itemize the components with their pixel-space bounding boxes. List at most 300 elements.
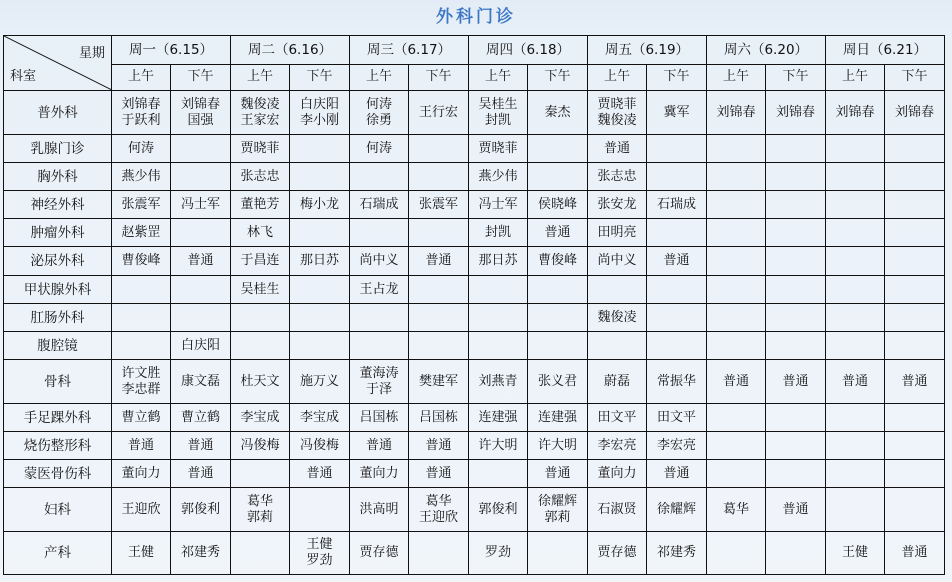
schedule-cell [231, 191, 290, 219]
schedule-cell [528, 460, 588, 488]
schedule-cell [766, 219, 826, 247]
schedule-cell [409, 163, 469, 191]
doctor-name: 魏俊凌 [597, 112, 637, 128]
doctor-name: 曹俊峰 [121, 253, 161, 268]
schedule-cell [588, 247, 647, 276]
doctor-name: 刘锦春 [121, 96, 161, 112]
doctor-name: 常振华 [656, 373, 696, 389]
schedule-cell [231, 360, 290, 404]
schedule-cell [826, 360, 885, 404]
schedule-cell [528, 488, 588, 532]
schedule-cell [171, 332, 231, 360]
schedule-cell [647, 247, 707, 276]
schedule-cell [350, 135, 409, 163]
schedule-cell [409, 219, 469, 247]
schedule-cell [112, 332, 171, 360]
doctor-name: 普通 [782, 373, 809, 389]
schedule-cell [766, 404, 826, 432]
doctor-name: 张震军 [121, 196, 161, 212]
schedule-cell [588, 460, 647, 488]
doctor-name: 连建强 [537, 409, 577, 425]
schedule-cell [290, 219, 350, 247]
schedule-cell [647, 432, 707, 460]
schedule-cell [409, 332, 469, 360]
doctor-name: 冯士军 [478, 196, 518, 212]
schedule-cell [171, 532, 231, 575]
table-row [4, 404, 945, 432]
doctor-name: 许大明 [478, 437, 518, 453]
table-row [4, 219, 945, 247]
doctor-name: 燕少伟 [478, 168, 518, 184]
doctor-name: 田文平 [597, 409, 637, 425]
schedule-cell [647, 135, 707, 163]
schedule-cell [112, 219, 171, 247]
doctor-name: 田文平 [656, 409, 696, 425]
table-row [4, 360, 945, 404]
doctor-name: 吴桂生 [478, 96, 518, 112]
doctor-name: 张义君 [537, 373, 577, 389]
schedule-cell [231, 404, 290, 432]
schedule-cell [469, 135, 528, 163]
schedule-cell [409, 460, 469, 488]
doctor-name: 尚中义 [597, 253, 637, 268]
schedule-cell [707, 460, 766, 488]
schedule-cell [231, 276, 290, 304]
doctor-name: 石瑞成 [656, 196, 696, 212]
schedule-cell [707, 276, 766, 304]
schedule-cell [171, 163, 231, 191]
schedule-cell [350, 276, 409, 304]
schedule-cell [290, 532, 350, 575]
table-row [4, 432, 945, 460]
schedule-cell [707, 135, 766, 163]
schedule-body [4, 91, 945, 575]
doctor-name: 刘燕青 [478, 373, 518, 389]
department-cell: 烧伤整形科 [4, 432, 112, 460]
doctor-name: 刘锦春 [180, 96, 220, 112]
doctor-name: 刘锦春 [894, 104, 934, 120]
schedule-cell [766, 432, 826, 460]
slot-header-pm: 下午 [409, 64, 469, 90]
schedule-cell [469, 432, 528, 460]
schedule-cell [112, 276, 171, 304]
doctor-name: 普通 [603, 140, 630, 156]
schedule-cell [528, 304, 588, 332]
schedule-cell [171, 304, 231, 332]
schedule-cell [826, 191, 885, 219]
doctor-name: 吕国栋 [418, 409, 458, 425]
schedule-cell [588, 135, 647, 163]
schedule-cell [647, 276, 707, 304]
schedule-cell [647, 332, 707, 360]
department-cell: 神经外科 [4, 191, 112, 219]
table-row [4, 247, 945, 276]
department-cell: 手足踝外科 [4, 404, 112, 432]
schedule-cell [409, 432, 469, 460]
schedule-cell [290, 304, 350, 332]
doctor-name: 何涛 [127, 140, 154, 156]
doctor-name: 王家宏 [240, 112, 280, 128]
schedule-cell [766, 91, 826, 135]
department-cell: 产科 [4, 532, 112, 575]
schedule-cell [171, 191, 231, 219]
doctor-name: 普通 [187, 253, 214, 268]
schedule-cell [290, 460, 350, 488]
schedule-cell [469, 360, 528, 404]
doctor-name: 王迎欣 [418, 509, 458, 525]
schedule-cell [647, 304, 707, 332]
schedule-cell [826, 488, 885, 532]
schedule-cell [112, 91, 171, 135]
doctor-name: 普通 [187, 465, 214, 481]
doctor-name: 王健 [306, 537, 333, 552]
schedule-cell [350, 219, 409, 247]
schedule-cell [409, 404, 469, 432]
doctor-name: 曹立鹤 [180, 409, 220, 425]
schedule-cell [290, 432, 350, 460]
doctor-name: 那日苏 [299, 253, 339, 268]
schedule-cell [647, 191, 707, 219]
slot-header-pm: 下午 [766, 64, 826, 90]
schedule-cell [409, 91, 469, 135]
department-cell: 妇科 [4, 488, 112, 532]
schedule-cell [707, 163, 766, 191]
schedule-cell [469, 532, 528, 575]
schedule-cell [826, 460, 885, 488]
schedule-cell [528, 276, 588, 304]
department-axis-label: 科室 [10, 69, 37, 84]
schedule-cell [171, 247, 231, 276]
doctor-name: 贾存德 [359, 545, 399, 560]
doctor-name: 贾晓菲 [478, 140, 518, 156]
schedule-cell [885, 404, 945, 432]
schedule-cell [885, 360, 945, 404]
doctor-name: 葛华 [246, 493, 273, 509]
schedule-cell [707, 191, 766, 219]
doctor-name: 魏俊凌 [240, 96, 280, 112]
schedule-cell [469, 91, 528, 135]
schedule-cell [350, 360, 409, 404]
doctor-name: 魏俊凌 [597, 309, 637, 325]
doctor-name: 普通 [901, 545, 928, 560]
doctor-name: 普通 [544, 465, 571, 481]
day-header: 周二（6.16） [231, 36, 350, 65]
day-header: 周一（6.15） [112, 36, 231, 65]
schedule-cell [409, 191, 469, 219]
schedule-cell [707, 432, 766, 460]
schedule-cell [350, 404, 409, 432]
schedule-cell [171, 360, 231, 404]
schedule-cell [171, 219, 231, 247]
doctor-name: 张志忠 [240, 168, 280, 184]
schedule-cell [231, 532, 290, 575]
doctor-name: 郭莉 [544, 509, 571, 525]
slot-header-row [4, 64, 945, 90]
department-cell: 蒙医骨伤科 [4, 460, 112, 488]
schedule-cell [766, 191, 826, 219]
doctor-name: 郭莉 [246, 509, 273, 525]
schedule-cell [112, 404, 171, 432]
schedule-cell [528, 219, 588, 247]
schedule-cell [528, 432, 588, 460]
doctor-name: 王占龙 [359, 281, 399, 297]
table-row [4, 276, 945, 304]
schedule-cell [231, 304, 290, 332]
doctor-name: 白庆阳 [180, 337, 220, 353]
schedule-cell [231, 332, 290, 360]
doctor-name: 董海涛 [359, 365, 399, 381]
schedule-cell [409, 304, 469, 332]
schedule-cell [588, 488, 647, 532]
schedule-cell [766, 360, 826, 404]
doctor-name: 葛华 [722, 501, 749, 517]
schedule-cell [112, 432, 171, 460]
table-row [4, 191, 945, 219]
schedule-cell [826, 532, 885, 575]
doctor-name: 普通 [425, 253, 452, 268]
doctor-name: 侯晓峰 [537, 196, 577, 212]
schedule-cell [826, 432, 885, 460]
schedule-cell [647, 404, 707, 432]
schedule-cell [469, 163, 528, 191]
schedule-cell [588, 332, 647, 360]
schedule-cell [528, 135, 588, 163]
department-cell: 胸外科 [4, 163, 112, 191]
schedule-cell [171, 460, 231, 488]
slot-header-am: 上午 [231, 64, 290, 90]
doctor-name: 连建强 [478, 409, 518, 425]
schedule-cell [290, 332, 350, 360]
schedule-cell [112, 191, 171, 219]
schedule-cell [112, 360, 171, 404]
doctor-name: 李宝成 [240, 409, 280, 425]
schedule-cell [885, 460, 945, 488]
schedule-cell [588, 360, 647, 404]
schedule-cell [647, 219, 707, 247]
schedule-cell [528, 91, 588, 135]
slot-header-am: 上午 [112, 64, 171, 90]
schedule-cell [409, 360, 469, 404]
schedule-cell [588, 432, 647, 460]
schedule-cell [826, 332, 885, 360]
schedule-cell [826, 247, 885, 276]
doctor-name: 王行宏 [418, 104, 458, 120]
schedule-cell [409, 135, 469, 163]
slot-header-am: 上午 [826, 64, 885, 90]
doctor-name: 董向力 [359, 465, 399, 481]
schedule-cell [112, 488, 171, 532]
schedule-cell [290, 247, 350, 276]
schedule-cell [231, 488, 290, 532]
day-header: 周四（6.18） [469, 36, 588, 65]
schedule-cell [707, 488, 766, 532]
schedule-cell [350, 332, 409, 360]
schedule-cell [350, 191, 409, 219]
schedule-cell [885, 276, 945, 304]
doctor-name: 徐勇 [365, 112, 392, 128]
doctor-name: 封凯 [484, 224, 511, 240]
schedule-cell [290, 276, 350, 304]
doctor-name: 普通 [841, 373, 868, 389]
doctor-name: 普通 [544, 224, 571, 240]
doctor-name: 秦杰 [544, 104, 571, 120]
schedule-cell [647, 91, 707, 135]
schedule-cell [766, 247, 826, 276]
doctor-name: 董艳芳 [240, 196, 280, 212]
doctor-name: 白庆阳 [299, 96, 339, 112]
schedule-cell [885, 135, 945, 163]
schedule-cell [469, 247, 528, 276]
schedule-cell [528, 247, 588, 276]
doctor-name: 何涛 [365, 140, 392, 156]
day-header: 周五（6.19） [588, 36, 707, 65]
doctor-name: 冀军 [663, 104, 690, 120]
schedule-cell [707, 404, 766, 432]
doctor-name: 郭俊利 [180, 501, 220, 517]
schedule-cell [409, 532, 469, 575]
schedule-cell [469, 304, 528, 332]
schedule-cell [885, 247, 945, 276]
schedule-cell [647, 460, 707, 488]
department-cell: 腹腔镜 [4, 332, 112, 360]
slot-header-pm: 下午 [885, 64, 945, 90]
schedule-cell [350, 304, 409, 332]
schedule-cell [231, 163, 290, 191]
doctor-name: 刘锦春 [775, 104, 815, 120]
doctor-name: 李宏亮 [656, 437, 696, 453]
doctor-name: 樊建军 [418, 373, 458, 389]
doctor-name: 李忠群 [121, 381, 161, 397]
schedule-cell [112, 532, 171, 575]
schedule-cell [588, 276, 647, 304]
doctor-name: 普通 [127, 437, 154, 453]
doctor-name: 徐耀辉 [537, 493, 577, 509]
schedule-cell [707, 532, 766, 575]
schedule-cell [885, 432, 945, 460]
doctor-name: 林飞 [246, 224, 273, 240]
schedule-cell [588, 91, 647, 135]
schedule-cell [647, 360, 707, 404]
doctor-name: 贾晓菲 [240, 140, 280, 156]
schedule-cell [469, 191, 528, 219]
schedule-cell [588, 532, 647, 575]
schedule-cell [528, 332, 588, 360]
doctor-name: 燕少伟 [121, 168, 161, 184]
doctor-name: 普通 [663, 253, 690, 268]
schedule-cell [409, 488, 469, 532]
doctor-name: 国强 [187, 112, 214, 128]
department-cell: 骨科 [4, 360, 112, 404]
schedule-cell [885, 163, 945, 191]
schedule-cell [290, 135, 350, 163]
doctor-name: 何涛 [365, 96, 392, 112]
schedule-cell [766, 488, 826, 532]
schedule-cell [231, 219, 290, 247]
department-cell: 肛肠外科 [4, 304, 112, 332]
schedule-cell [350, 91, 409, 135]
doctor-name: 祁建秀 [180, 545, 220, 560]
doctor-name: 洪高明 [359, 501, 399, 517]
doctor-name: 罗劲 [484, 545, 511, 560]
table-row [4, 304, 945, 332]
schedule-cell [350, 247, 409, 276]
doctor-name: 王迎欣 [121, 501, 161, 517]
schedule-cell [290, 404, 350, 432]
doctor-name: 曹俊峰 [537, 253, 577, 268]
schedule-cell [231, 91, 290, 135]
schedule-cell [588, 191, 647, 219]
doctor-name: 尚中义 [359, 253, 399, 268]
department-cell: 乳腺门诊 [4, 135, 112, 163]
doctor-name: 曹立鹤 [121, 409, 161, 425]
doctor-name: 普通 [365, 437, 392, 453]
slot-header-am: 上午 [588, 64, 647, 90]
schedule-cell [826, 135, 885, 163]
doctor-name: 徐耀辉 [656, 501, 696, 517]
doctor-name: 张志忠 [597, 168, 637, 184]
doctor-name: 施万义 [299, 373, 339, 389]
doctor-name: 贾晓菲 [597, 96, 637, 112]
department-cell: 甲状腺外科 [4, 276, 112, 304]
day-header: 周日（6.21） [826, 36, 945, 65]
slot-header-pm: 下午 [647, 64, 707, 90]
schedule-cell [171, 432, 231, 460]
schedule-cell [528, 532, 588, 575]
doctor-name: 吴桂生 [240, 281, 280, 297]
schedule-cell [171, 135, 231, 163]
slot-header-am: 上午 [350, 64, 409, 90]
department-cell: 肿瘤外科 [4, 219, 112, 247]
schedule-cell [350, 532, 409, 575]
slot-header-am: 上午 [469, 64, 528, 90]
schedule-cell [231, 460, 290, 488]
day-header-row [4, 36, 945, 65]
department-cell: 普外科 [4, 91, 112, 135]
schedule-cell [885, 191, 945, 219]
schedule-cell [469, 488, 528, 532]
doctor-name: 普通 [187, 437, 214, 453]
schedule-cell [885, 219, 945, 247]
schedule-cell [766, 532, 826, 575]
schedule-cell [469, 460, 528, 488]
schedule-cell [766, 460, 826, 488]
schedule-cell [826, 219, 885, 247]
doctor-name: 董向力 [121, 465, 161, 481]
schedule-cell [469, 276, 528, 304]
schedule-cell [766, 163, 826, 191]
doctor-name: 祁建秀 [656, 545, 696, 560]
doctor-name: 于昌连 [240, 253, 280, 268]
schedule-cell [528, 163, 588, 191]
schedule-cell [588, 404, 647, 432]
schedule-cell [588, 304, 647, 332]
schedule-cell [707, 304, 766, 332]
doctor-name: 吕国栋 [359, 409, 399, 425]
schedule-cell [528, 191, 588, 219]
doctor-name: 杜天文 [240, 373, 280, 389]
schedule-cell [350, 488, 409, 532]
header-corner-cell [4, 36, 112, 91]
doctor-name: 李宏亮 [597, 437, 637, 453]
schedule-cell [409, 276, 469, 304]
schedule-cell [647, 488, 707, 532]
schedule-cell [469, 219, 528, 247]
schedule-cell [766, 135, 826, 163]
doctor-name: 普通 [782, 501, 809, 517]
schedule-cell [171, 276, 231, 304]
doctor-name: 郭俊利 [478, 501, 518, 517]
schedule-cell [588, 219, 647, 247]
